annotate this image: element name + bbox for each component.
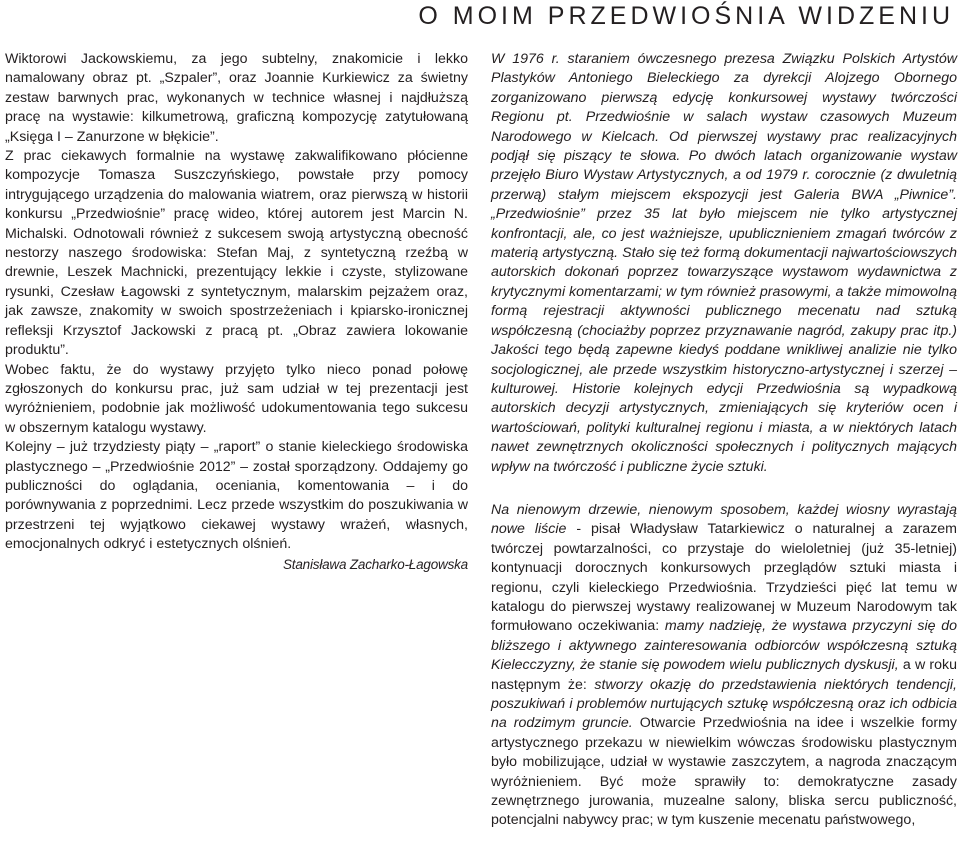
paragraph: Z prac ciekawych formalnie na wystawę zakwalifikowano płócienne kompozycje Tomasza Suszczyńskiego, powstałe przy pomocy intrygującego urządzenia do malowania wiatrem, oraz pierwszą w historii konkursu „Przedwiośnie” pracę wideo, której autorem jest Marcin N. Michalski. Odnotowali również z sukcesem swoją artystyczną obecność nestorzy naszego środowiska: Stefan Maj, z syntetyczną rzeźbą w drewnie, Leszek Machnicki, prezentujący lekkie i czyste, stylizowane rysunki, Czesław Łagowski z syntetycznym, malarskim pejzażem oraz, jak zawsze, znakomity w swoich spostrzeżeniach i kpiarsko-ironicznej refleksji Krzysztof Jackowski z pracą pt. „Obraz zawiera lokowanie produktu”. [5, 148, 468, 359]
text: a w roku następnym że: [491, 657, 957, 693]
paragraph-gap [491, 477, 957, 501]
paragraph: Wobec faktu, że do wystawy przyjęto tylko nieco ponad połowę zgłoszonych do konkursu prac, już sam udział w tej prezentacji jest wyróżnieniem, podobnie jak możliwość udokumentowania tego sukcesu w obszernym katalogu wystawy. [5, 361, 468, 436]
quote: Na nienowym drzewie, nienowym sposobem, każdej wiosny wyrastają nowe liście [491, 501, 957, 538]
paragraph [491, 501, 957, 831]
author-signature: Stanisława Zacharko-Łagowska [283, 556, 468, 572]
left-column [5, 50, 468, 574]
page-title: O MOIM PRZEDWIOŚNIA WIDZENIU [418, 2, 954, 30]
quote: stworzy okazję do przedstawienia niektórych tendencji, poszukiwań i problemów nurtujących sztukę współczesną oraz ich odbicia na rodzimym gruncie. [491, 676, 957, 732]
paragraph: Kolejny – już trzydziesty piąty – „raport” o stanie kieleckiego środowiska plastycznego – „Przedwiośnie 2012” – został sporządzony. Oddajemy go publiczności do oglądania, oceniania, komentowania – i do porównywania z poprzednimi. Lecz przede wszystkim do poszukiwania w przestrzeni tej wyjątkowo ciekawej wystawy wrażeń, własnych, emocjonalnych odkryć i estetycznych olśnień. [5, 439, 468, 553]
right-column [491, 50, 957, 831]
intro-paragraph: W 1976 r. staraniem ówczesnego prezesa Związku Polskich Artystów Plastyków Antoniego Bieleckiego za dyrekcji Alojzego Obornego zorganizowano pierwszą edycję konkursowej wystawy twórczości Regionu pt. Przedwiośnie w salach wystaw czasowych Muzeum Narodowego w Kielcach. Od pierwszej wystawy prac realizacyjnych podjął się piszący te słowa. Po dwóch latach organizowanie wystaw przejęło Biuro Wystaw Artystycznych, a od 1979 r. corocznie (z dwuletnią przerwą) stałym miejscem ekspozycji jest Galeria BWA „Piwnice”. „Przedwiośnie” przez 35 lat było miejscem nie tylko artystycznej konfrontacji, ale, co jest ważniejsze, upublicznieniem zmagań twórców z materią artystyczną. Stało się też formą dokumentacji najwartościowszych autorskich dokonań poprzez towarzyszące wystawom wydawnictwa z krytycznymi komentarzami; w tym również prasowymi, a także mimowolną formą rejestracji aktywności publicznego mecenatu nad sztuką współczesną (chociażby poprzez przyznawanie nagród, zakupy prac itp.) Jakości tego będą zapewne kiedyś poddane wnikliwej analizie nie tylko socjologicznej, ale przede wszystkim historyczno-artystycznej i szerzej – kulturowej. Historie kolejnych edycji Przedwiośnia są wypadkową autorskich decyzji artystycznych, zmieniających się kryteriów ocen i wartościowań, polityki kulturalnej regionu i miasta, a w niektórych latach nawet zewnętrznych okoliczności społecznych i politycznych mających wpływ na twórczość i publiczne życie sztuki. [491, 51, 957, 475]
text: - pisał Władysław Tatarkiewicz o naturalnej a zarazem twórczej powtarzalności, co przystaje do wieloletniej (już 35-letniej) kontynuacji dorocznych konkursowych przeglądów sztuki miasta i regionu, czyli kieleckiego Przedwiośnia. Trzydzieści pięć lat temu w katalogu do pierwszej wystawy realizowanej w Muzeum Narodowym tak formułowano oczekiwania: [491, 521, 958, 635]
text: Otwarcie Przedwiośnia na idee i wszelkie formy artystycznego przekazu w niewielkim wówczas środowisku plastycznym było mobilizujące, udział w wystawie zaszczytem, a nagroda znaczącym wyróżnieniem. Być może sprawiły to: demokratyczne zasady zewnętrznego jurowania, muzealne salony, bliska sercu publiczność, potencjalni nabywcy prac; w tym kuszenie mecenatu państwowego, [491, 715, 957, 829]
paragraph: Wiktorowi Jackowskiemu, za jego subtelny, znakomicie i lekko namalowany obraz pt. „Szpaler”, oraz Joannie Kurkiewicz za świetny zestaw barwnych prac, wykonanych w technice własnej i najdłuższą pracę na wystawie: kilkumetrową, graficzną kompozycję zatytułowaną „Księga I – Zanurzone w błękicie”. [5, 51, 468, 145]
quote: mamy nadzieję, że wystawa przyczyni się do bliższego i aktywnego zainteresowania odbiorców współczesną sztuką Kielecczyzny, że stanie się powodem wielu publicznych dyskusji, [491, 618, 957, 674]
